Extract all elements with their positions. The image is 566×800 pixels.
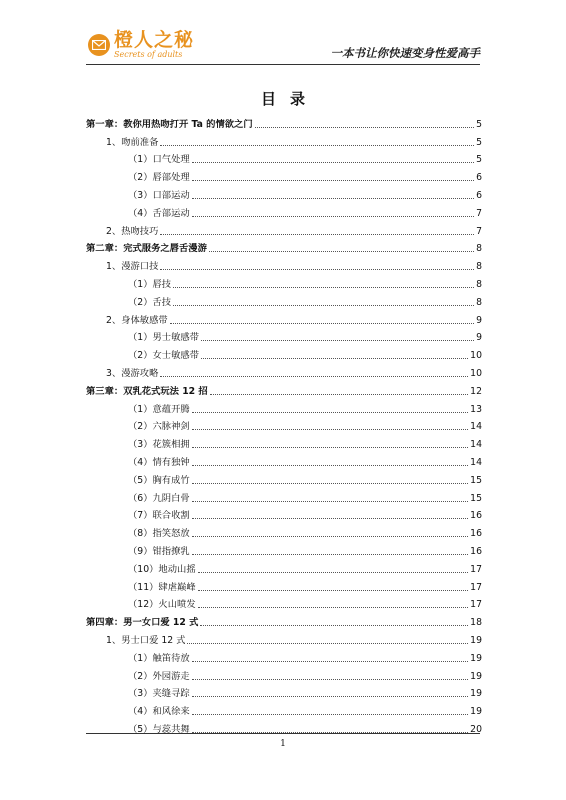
toc-leader-dots (160, 145, 474, 146)
toc-leader-dots (192, 429, 468, 430)
toc-entry-text: （2）唇部处理 (128, 172, 190, 184)
toc-entry[interactable] (86, 148, 482, 166)
toc-leader-dots (192, 536, 468, 537)
toc-entry[interactable] (86, 415, 482, 433)
toc-entry-page: 20 (470, 723, 482, 735)
toc-entry-page: 17 (470, 581, 482, 593)
toc-entry-text: 1、漫游口技 (106, 261, 159, 273)
toc-entry[interactable] (86, 539, 482, 557)
toc-entry-text: （5）与蕊共舞 (128, 723, 190, 735)
toc-entry[interactable] (86, 397, 482, 415)
toc-leader-dots (192, 661, 468, 662)
toc-entry-text: （1）唇技 (128, 278, 172, 290)
toc-leader-dots (192, 465, 468, 466)
toc-entry[interactable] (86, 504, 482, 522)
toc-entry[interactable] (86, 521, 482, 539)
toc-entry[interactable] (86, 628, 482, 646)
toc-entry[interactable] (86, 610, 482, 628)
toc-entry-text: （1）触笛待放 (128, 652, 190, 664)
logo (88, 30, 194, 60)
toc-entry[interactable] (86, 308, 482, 326)
toc-entry[interactable] (86, 593, 482, 611)
toc-entry-page: 14 (470, 456, 482, 468)
toc-entry-page: 6 (476, 189, 482, 201)
toc-entry-text: （3）夹缝寻踪 (128, 688, 190, 700)
toc-entry-page: 8 (476, 296, 482, 308)
toc-entry-page: 7 (476, 225, 482, 237)
toc-leader-dots (198, 572, 469, 573)
toc-entry[interactable] (86, 165, 482, 183)
toc-entry[interactable] (86, 379, 482, 397)
toc-entry-text: （3）口部运动 (128, 189, 190, 201)
toc-title: 目录 (260, 90, 319, 108)
toc-entry-text: （2）女士敏感带 (128, 350, 199, 362)
logo-english-text: Secrets of adults (114, 50, 183, 59)
toc-entry[interactable] (86, 183, 482, 201)
toc-entry[interactable] (86, 450, 482, 468)
toc-leader-dots (192, 518, 468, 519)
toc-entry-page: 9 (476, 314, 482, 326)
toc-entry-text: （11）肆虐巅峰 (128, 581, 196, 593)
toc-entry[interactable] (86, 326, 482, 344)
toc-leader-dots (209, 251, 474, 252)
toc-entry-page: 17 (470, 599, 482, 611)
toc-leader-dots (192, 679, 468, 680)
logo-chinese-text: 橙人之秘 (114, 29, 195, 51)
toc-entry-page: 6 (476, 172, 482, 184)
toc-leader-dots (198, 590, 469, 591)
toc-entry-text: 2、身体敏感带 (106, 314, 168, 326)
toc-entry-text: （7）联合收割 (128, 510, 190, 522)
toc-leader-dots (201, 358, 468, 359)
toc-entry[interactable] (86, 272, 482, 290)
toc-entry-text: （10）地动山摇 (128, 563, 196, 575)
toc-entry[interactable] (86, 557, 482, 575)
toc-entry-page: 14 (470, 421, 482, 433)
table-of-contents (86, 112, 482, 735)
toc-entry-text: （1）口气处理 (128, 154, 190, 166)
toc-entry-text: （1）男士敏感带 (128, 332, 199, 344)
toc-leader-dots (173, 305, 474, 306)
toc-leader-dots (192, 714, 468, 715)
toc-entry[interactable] (86, 130, 482, 148)
toc-leader-dots (200, 625, 468, 626)
toc-entry[interactable] (86, 201, 482, 219)
toc-entry[interactable] (86, 682, 482, 700)
toc-entry-text: 2、热吻技巧 (106, 225, 159, 237)
page-number: 1 (280, 739, 286, 749)
toc-leader-dots (201, 340, 474, 341)
toc-entry-page: 5 (476, 118, 482, 130)
toc-entry-page: 5 (476, 136, 482, 148)
toc-entry[interactable] (86, 343, 482, 361)
envelope-icon (88, 34, 110, 56)
toc-entry-text: （5）胸有成竹 (128, 474, 190, 486)
toc-leader-dots (255, 127, 474, 128)
toc-entry-text: 1、吻前准备 (106, 136, 159, 148)
toc-entry-text: 第二章：完式服务之唇舌漫游 (86, 243, 207, 255)
toc-entry-page: 19 (470, 634, 482, 646)
toc-entry-text: （12）火山喷发 (128, 599, 196, 611)
toc-entry-text: （2）舌技 (128, 296, 172, 308)
header-divider (86, 64, 480, 65)
toc-entry-page: 16 (470, 510, 482, 522)
toc-leader-dots (192, 198, 474, 199)
toc-entry-page: 19 (470, 688, 482, 700)
header-slogan: 一本书让你快速变身性爱高手 (330, 46, 480, 60)
toc-leader-dots (192, 696, 468, 697)
toc-entry-page: 10 (470, 350, 482, 362)
toc-entry-page: 5 (476, 154, 482, 166)
toc-entry[interactable] (86, 468, 482, 486)
toc-entry-page: 19 (470, 670, 482, 682)
toc-entry-text: 第一章：教你用热吻打开 Ta 的情欲之门 (86, 118, 253, 130)
toc-entry-text: 1、男士口爱 12 式 (106, 634, 186, 646)
toc-leader-dots (198, 607, 469, 608)
toc-entry-text: （4）舌部运动 (128, 207, 190, 219)
toc-leader-dots (160, 269, 474, 270)
toc-entry-text: （8）指笑怒放 (128, 528, 190, 540)
toc-entry[interactable] (86, 646, 482, 664)
toc-entry-page: 9 (476, 332, 482, 344)
toc-entry-page: 8 (476, 261, 482, 273)
toc-entry-page: 19 (470, 706, 482, 718)
toc-entry-text: 3、漫游攻略 (106, 367, 159, 379)
toc-leader-dots (192, 162, 474, 163)
toc-leader-dots (192, 412, 468, 413)
toc-leader-dots (160, 234, 474, 235)
toc-entry-page: 14 (470, 439, 482, 451)
toc-entry[interactable] (86, 361, 482, 379)
toc-entry-text: （2）外园游走 (128, 670, 190, 682)
toc-entry-text: （4）情有独钟 (128, 456, 190, 468)
toc-entry-text: （9）钳指撩乳 (128, 545, 190, 557)
toc-leader-dots (160, 376, 468, 377)
toc-leader-dots (192, 180, 474, 181)
toc-entry-page: 7 (476, 207, 482, 219)
toc-entry-page: 10 (470, 367, 482, 379)
toc-leader-dots (192, 216, 474, 217)
toc-entry-page: 15 (470, 474, 482, 486)
toc-leader-dots (192, 483, 468, 484)
toc-entry-text: （4）和风徐来 (128, 706, 190, 718)
toc-entry[interactable] (86, 219, 482, 237)
toc-entry-page: 8 (476, 278, 482, 290)
toc-entry[interactable] (86, 486, 482, 504)
footer-divider (86, 733, 480, 734)
toc-entry[interactable] (86, 699, 482, 717)
toc-entry[interactable] (86, 290, 482, 308)
page-header (0, 0, 566, 70)
toc-entry-text: 第三章：双乳花式玩法 12 招 (86, 385, 208, 397)
toc-entry-page: 16 (470, 528, 482, 540)
toc-entry-text: （3）花簇相拥 (128, 439, 190, 451)
toc-entry-page: 17 (470, 563, 482, 575)
toc-leader-dots (192, 447, 468, 448)
toc-entry-text: （1）意蕴开腾 (128, 403, 190, 415)
toc-entry-page: 16 (470, 545, 482, 557)
toc-entry[interactable] (86, 254, 482, 272)
toc-leader-dots (170, 323, 474, 324)
toc-entry-text: 第四章：男一女口爱 12 式 (86, 617, 199, 629)
toc-entry[interactable] (86, 112, 482, 130)
toc-entry[interactable] (86, 432, 482, 450)
toc-entry-page: 15 (470, 492, 482, 504)
toc-entry-text: （6）九阴白骨 (128, 492, 190, 504)
toc-entry-page: 13 (470, 403, 482, 415)
toc-entry-page: 8 (476, 243, 482, 255)
toc-entry-page: 18 (470, 617, 482, 629)
toc-leader-dots (173, 287, 474, 288)
toc-leader-dots (210, 394, 468, 395)
toc-leader-dots (187, 643, 468, 644)
toc-entry-page: 12 (470, 385, 482, 397)
toc-leader-dots (192, 554, 468, 555)
toc-entry[interactable] (86, 237, 482, 255)
toc-entry[interactable] (86, 575, 482, 593)
toc-leader-dots (192, 501, 468, 502)
toc-entry[interactable] (86, 664, 482, 682)
toc-entry-text: （2）六脉神剑 (128, 421, 190, 433)
toc-entry-page: 19 (470, 652, 482, 664)
